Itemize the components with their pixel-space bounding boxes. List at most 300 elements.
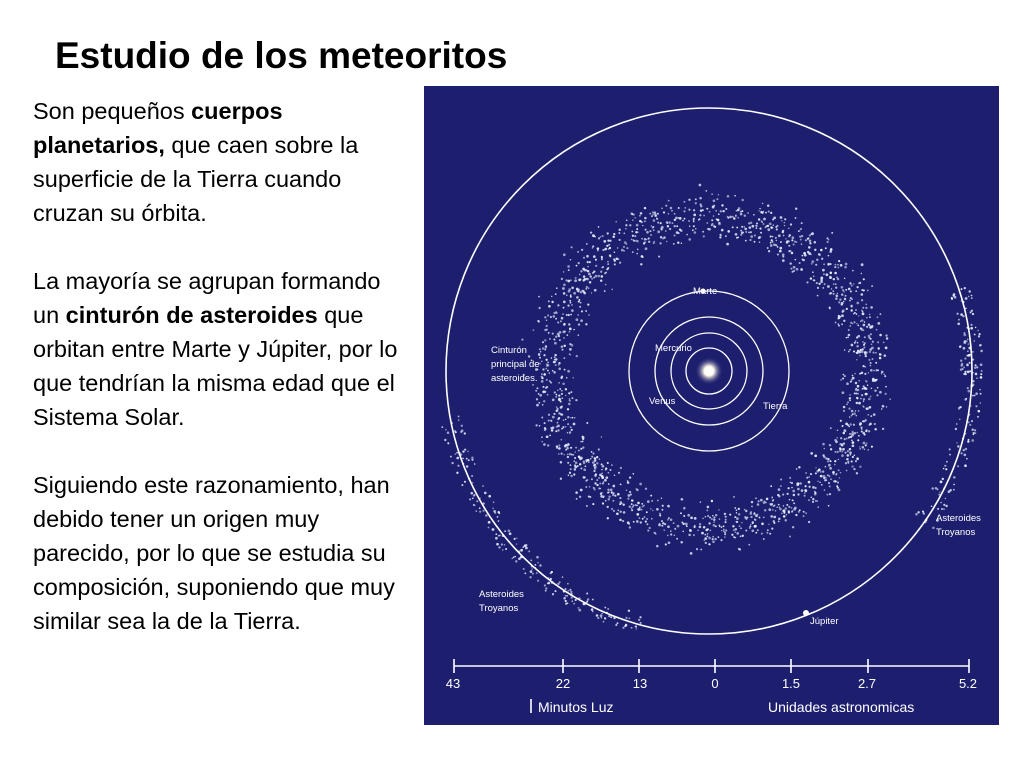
asteroid-dot bbox=[594, 482, 596, 484]
asteroid-dot bbox=[804, 492, 806, 494]
asteroid-dot bbox=[492, 508, 494, 510]
asteroid-dot bbox=[792, 271, 794, 273]
asteroid-dot bbox=[667, 505, 670, 508]
asteroid-dot bbox=[783, 505, 784, 506]
asteroid-dot bbox=[723, 525, 725, 527]
asteroid-dot bbox=[828, 475, 830, 477]
asteroid-dot bbox=[748, 222, 750, 224]
asteroid-dot bbox=[473, 504, 475, 506]
asteroid-dot bbox=[551, 429, 554, 432]
asteroid-dot bbox=[668, 541, 671, 544]
asteroid-dot bbox=[851, 434, 854, 437]
asteroid-dot bbox=[830, 478, 832, 480]
asteroid-dot bbox=[811, 260, 814, 263]
asteroid-dot bbox=[458, 419, 459, 420]
asteroid-dot bbox=[718, 509, 719, 510]
asteroid-dot bbox=[799, 509, 801, 511]
asteroid-dot bbox=[578, 299, 580, 301]
asteroid-dot bbox=[690, 552, 693, 555]
asteroid-dot bbox=[812, 498, 814, 500]
asteroid-dot bbox=[874, 423, 876, 425]
asteroid-dot bbox=[833, 293, 835, 295]
asteroid-dot bbox=[856, 345, 858, 347]
asteroid-dot bbox=[601, 613, 603, 615]
asteroid-dot bbox=[535, 424, 537, 426]
asteroid-dot bbox=[977, 330, 978, 331]
asteroid-dot bbox=[719, 518, 720, 519]
asteroid-dot bbox=[840, 472, 842, 474]
asteroid-dot bbox=[577, 334, 579, 336]
asteroid-dot bbox=[532, 573, 534, 575]
text-run: que caen sobre la superficie de la Tierra cuando cruzan su órbita. bbox=[33, 132, 359, 226]
asteroid-dot bbox=[754, 241, 756, 243]
asteroid-dot bbox=[847, 450, 849, 452]
scale-tick-5-2: 5.2 bbox=[958, 676, 978, 691]
asteroid-dot bbox=[676, 538, 678, 540]
asteroid-dot bbox=[856, 352, 858, 354]
asteroid-dot bbox=[652, 226, 654, 228]
asteroid-dot bbox=[771, 528, 773, 530]
asteroid-dot bbox=[598, 477, 600, 479]
asteroid-dot bbox=[838, 459, 839, 460]
asteroid-dot bbox=[812, 279, 814, 281]
asteroid-dot bbox=[542, 386, 544, 388]
asteroid-dot bbox=[856, 457, 859, 460]
asteroid-dot bbox=[770, 515, 773, 518]
asteroid-dot bbox=[711, 193, 713, 195]
asteroid-dot bbox=[647, 530, 649, 532]
asteroid-dot bbox=[567, 462, 569, 464]
asteroid-dot bbox=[825, 247, 827, 249]
asteroid-dot bbox=[745, 530, 747, 532]
asteroid-dot bbox=[778, 488, 781, 491]
asteroid-dot bbox=[729, 216, 732, 219]
asteroid-dot bbox=[810, 277, 812, 279]
asteroid-dot bbox=[751, 501, 753, 503]
asteroid-dot bbox=[588, 273, 591, 276]
asteroid-dot bbox=[541, 380, 544, 383]
asteroid-dot bbox=[636, 628, 637, 629]
asteroid-dot bbox=[864, 373, 866, 375]
asteroid-dot bbox=[848, 351, 850, 353]
trojan-asteroids-left bbox=[441, 415, 641, 629]
asteroid-dot bbox=[580, 291, 582, 293]
asteroid-dot bbox=[808, 481, 811, 484]
asteroid-dot bbox=[847, 401, 849, 403]
slide-title: Estudio de los meteoritos bbox=[55, 35, 508, 76]
asteroid-dot bbox=[917, 511, 919, 513]
asteroid-dot bbox=[870, 306, 873, 309]
asteroid-dot bbox=[816, 259, 818, 261]
asteroid-dot bbox=[818, 469, 821, 472]
asteroid-dot bbox=[765, 502, 767, 504]
asteroid-dot bbox=[737, 217, 738, 218]
asteroid-dot bbox=[603, 621, 605, 623]
asteroid-dot bbox=[479, 511, 481, 513]
asteroid-dot bbox=[877, 387, 879, 389]
asteroid-dot bbox=[724, 521, 726, 523]
asteroid-dot bbox=[554, 354, 556, 356]
asteroid-dot bbox=[598, 448, 600, 450]
asteroid-dot bbox=[568, 475, 569, 476]
asteroid-dot bbox=[856, 402, 858, 404]
asteroid-dot bbox=[882, 405, 885, 408]
asteroid-dot bbox=[945, 498, 946, 499]
asteroid-dot bbox=[862, 341, 864, 343]
asteroid-dot bbox=[544, 391, 546, 393]
asteroid-dot bbox=[567, 416, 569, 418]
asteroid-dot bbox=[968, 441, 970, 443]
asteroid-dot bbox=[932, 527, 935, 530]
jupiter-planet bbox=[803, 610, 809, 616]
asteroid-dot bbox=[571, 304, 573, 306]
asteroid-dot bbox=[599, 483, 601, 485]
asteroid-dot bbox=[552, 370, 554, 372]
asteroid-dot bbox=[856, 286, 858, 288]
asteroid-dot bbox=[782, 255, 783, 256]
asteroid-dot bbox=[741, 226, 743, 228]
asteroid-dot bbox=[777, 246, 779, 248]
asteroid-dot bbox=[855, 415, 857, 417]
asteroid-dot bbox=[805, 490, 807, 492]
asteroid-dot bbox=[886, 406, 887, 407]
asteroid-dot bbox=[828, 505, 830, 507]
asteroid-dot bbox=[552, 333, 554, 335]
asteroid-dot bbox=[787, 493, 789, 495]
asteroid-dot bbox=[736, 509, 737, 510]
asteroid-dot bbox=[539, 307, 541, 309]
asteroid-dot bbox=[607, 517, 609, 519]
asteroid-dot bbox=[589, 486, 591, 488]
asteroid-dot bbox=[923, 512, 925, 514]
asteroid-dot bbox=[674, 235, 676, 237]
asteroid-dot bbox=[968, 439, 970, 441]
asteroid-dot bbox=[873, 413, 876, 416]
asteroid-dot bbox=[539, 425, 541, 427]
asteroid-dot bbox=[720, 539, 722, 541]
asteroid-dot bbox=[591, 478, 593, 480]
asteroid-dot bbox=[942, 478, 944, 480]
asteroid-dot bbox=[859, 466, 861, 468]
asteroid-dot bbox=[747, 212, 749, 214]
asteroid-dot bbox=[629, 476, 631, 478]
asteroid-dot bbox=[975, 373, 978, 376]
asteroid-dot bbox=[603, 240, 606, 243]
asteroid-dot bbox=[608, 483, 610, 485]
asteroid-dot bbox=[821, 258, 823, 260]
asteroid-dot bbox=[536, 572, 538, 574]
asteroid-dot bbox=[707, 515, 709, 517]
asteroid-dot bbox=[566, 334, 568, 336]
asteroid-dot bbox=[592, 245, 594, 247]
asteroid-dot bbox=[594, 464, 597, 467]
asteroid-dot bbox=[843, 374, 845, 376]
asteroid-dot bbox=[801, 235, 803, 237]
asteroid-dot bbox=[704, 537, 707, 540]
asteroid-dot bbox=[881, 408, 882, 409]
asteroid-dot bbox=[551, 301, 553, 303]
asteroid-dot bbox=[577, 290, 579, 292]
asteroid-dot bbox=[659, 514, 661, 516]
asteroid-dot bbox=[667, 225, 669, 227]
asteroid-dot bbox=[706, 510, 708, 512]
asteroid-dot bbox=[852, 270, 854, 272]
asteroid-dot bbox=[571, 429, 573, 431]
asteroid-dot bbox=[468, 459, 470, 461]
asteroid-dot bbox=[563, 337, 565, 339]
asteroid-dot bbox=[805, 485, 807, 487]
asteroid-dot bbox=[884, 374, 885, 375]
asteroid-dot bbox=[567, 590, 569, 592]
asteroid-dot bbox=[600, 495, 603, 498]
asteroid-dot bbox=[640, 212, 643, 215]
asteroid-dot bbox=[712, 515, 714, 517]
asteroid-dot bbox=[513, 557, 515, 559]
asteroid-dot bbox=[576, 498, 578, 500]
asteroid-dot bbox=[703, 215, 705, 217]
asteroid-dot bbox=[660, 236, 662, 238]
asteroid-dot bbox=[627, 521, 630, 524]
asteroid-dot bbox=[601, 617, 602, 618]
asteroid-dot bbox=[613, 510, 615, 512]
asteroid-dot bbox=[943, 504, 945, 506]
asteroid-dot bbox=[763, 516, 765, 518]
asteroid-dot bbox=[601, 256, 603, 258]
asteroid-dot bbox=[580, 270, 582, 272]
asteroid-dot bbox=[596, 614, 599, 617]
asteroid-dot bbox=[650, 234, 652, 236]
asteroid-dot bbox=[594, 466, 596, 468]
asteroid-dot bbox=[668, 221, 670, 223]
asteroid-dot bbox=[760, 499, 763, 502]
asteroid-dot bbox=[974, 395, 976, 397]
asteroid-dot bbox=[690, 516, 693, 519]
asteroid-dot bbox=[567, 583, 569, 585]
asteroid-dot bbox=[601, 275, 604, 278]
asteroid-dot bbox=[970, 327, 973, 330]
asteroid-dot bbox=[814, 491, 816, 493]
asteroid-dot bbox=[793, 494, 795, 496]
asteroid-dot bbox=[557, 425, 560, 428]
asteroid-dot bbox=[558, 362, 560, 364]
asteroid-dot bbox=[859, 355, 860, 356]
asteroid-dot bbox=[633, 214, 635, 216]
asteroid-dot bbox=[593, 277, 595, 279]
asteroid-dot bbox=[585, 310, 587, 312]
asteroid-dot bbox=[592, 461, 595, 464]
asteroid-dot bbox=[843, 301, 844, 302]
asteroid-dot bbox=[830, 272, 833, 275]
asteroid-dot bbox=[764, 509, 767, 512]
asteroid-dot bbox=[571, 287, 574, 290]
asteroid-dot bbox=[734, 195, 736, 197]
asteroid-dot bbox=[640, 263, 642, 265]
asteroid-dot bbox=[828, 464, 831, 467]
asteroid-dot bbox=[811, 254, 812, 255]
asteroid-dot bbox=[741, 231, 744, 234]
asteroid-dot bbox=[843, 291, 845, 293]
asteroid-dot bbox=[745, 231, 747, 233]
asteroid-dot bbox=[958, 319, 960, 321]
asteroid-dot bbox=[853, 350, 855, 352]
asteroid-dot bbox=[963, 454, 966, 457]
asteroid-dot bbox=[639, 616, 641, 618]
asteroid-dot bbox=[688, 209, 690, 211]
asteroid-dot bbox=[767, 225, 769, 227]
asteroid-dot bbox=[537, 562, 538, 563]
asteroid-dot bbox=[963, 373, 965, 375]
asteroid-dot bbox=[755, 225, 757, 227]
asteroid-dot bbox=[778, 234, 781, 237]
asteroid-dot bbox=[871, 388, 873, 390]
asteroid-dot bbox=[583, 292, 586, 295]
asteroid-dot bbox=[592, 452, 594, 454]
asteroid-dot bbox=[606, 506, 608, 508]
asteroid-dot bbox=[849, 397, 851, 399]
asteroid-dot bbox=[684, 218, 686, 220]
asteroid-dot bbox=[882, 428, 884, 430]
asteroid-dot bbox=[954, 296, 957, 299]
asteroid-dot bbox=[744, 215, 746, 217]
asteroid-dot bbox=[940, 481, 943, 484]
asteroid-dot bbox=[645, 247, 648, 250]
asteroid-dot bbox=[846, 337, 848, 339]
asteroid-dot bbox=[553, 312, 555, 314]
asteroid-dot bbox=[544, 422, 546, 424]
asteroid-dot bbox=[644, 241, 646, 243]
asteroid-dot bbox=[718, 222, 720, 224]
asteroid-dot bbox=[870, 415, 872, 417]
asteroid-dot bbox=[441, 426, 443, 428]
asteroid-dot bbox=[827, 474, 829, 476]
asteroid-dot bbox=[602, 235, 604, 237]
asteroid-dot bbox=[548, 414, 550, 416]
asteroid-dot bbox=[590, 231, 592, 233]
asteroid-dot bbox=[563, 597, 566, 600]
asteroid-dot bbox=[743, 226, 744, 227]
asteroid-dot bbox=[707, 536, 709, 538]
asteroid-dot bbox=[545, 387, 547, 389]
asteroid-dot bbox=[793, 243, 795, 245]
asteroid-dot bbox=[879, 353, 882, 356]
asteroid-dot bbox=[696, 548, 698, 550]
asteroid-dot bbox=[605, 500, 607, 502]
asteroid-dot bbox=[862, 446, 865, 449]
asteroid-dot bbox=[597, 247, 600, 250]
asteroid-dot bbox=[626, 219, 628, 221]
asteroid-dot bbox=[462, 458, 464, 460]
asteroid-dot bbox=[661, 509, 663, 511]
asteroid-dot bbox=[541, 417, 543, 419]
asteroid-dot bbox=[861, 273, 862, 274]
asteroid-dot bbox=[649, 230, 651, 232]
asteroid-dot bbox=[770, 212, 772, 214]
text-run: Son pequeños bbox=[33, 98, 192, 124]
asteroid-dot bbox=[552, 593, 554, 595]
asteroid-dot bbox=[974, 334, 976, 336]
asteroid-dot bbox=[555, 358, 558, 361]
asteroid-dot bbox=[878, 347, 880, 349]
asteroid-dot bbox=[884, 354, 887, 357]
asteroid-dot bbox=[561, 393, 563, 395]
asteroid-dot bbox=[850, 297, 852, 299]
asteroid-dot bbox=[567, 265, 570, 268]
asteroid-dot bbox=[620, 467, 622, 469]
asteroid-dot bbox=[889, 398, 891, 400]
asteroid-dot bbox=[835, 297, 838, 300]
asteroid-dot bbox=[852, 444, 855, 447]
asteroid-dot bbox=[740, 230, 742, 232]
asteroid-dot bbox=[839, 298, 841, 300]
asteroid-dot bbox=[636, 513, 639, 516]
asteroid-dot bbox=[860, 398, 862, 400]
asteroid-dot bbox=[827, 241, 829, 243]
asteroid-dot bbox=[972, 429, 974, 431]
asteroid-dot bbox=[711, 518, 713, 520]
asteroid-dot bbox=[598, 226, 600, 228]
asteroid-dot bbox=[576, 296, 579, 299]
asteroid-dot bbox=[555, 410, 557, 412]
scale-label-au: Unidades astronomicas bbox=[768, 699, 915, 715]
asteroid-dot bbox=[645, 521, 647, 523]
asteroid-dot bbox=[682, 220, 684, 222]
asteroid-dot bbox=[544, 348, 546, 350]
asteroid-dot bbox=[551, 296, 553, 298]
asteroid-dot bbox=[779, 507, 781, 509]
asteroid-dot bbox=[595, 275, 598, 278]
asteroid-dot bbox=[861, 394, 863, 396]
asteroid-dot bbox=[568, 269, 570, 271]
asteroid-dot bbox=[636, 253, 638, 255]
asteroid-dot bbox=[955, 428, 957, 430]
asteroid-dot bbox=[856, 397, 858, 399]
asteroid-dot bbox=[823, 475, 826, 478]
asteroid-dot bbox=[756, 222, 758, 224]
asteroid-dot bbox=[946, 461, 948, 463]
asteroid-dot bbox=[789, 262, 791, 264]
asteroid-dot bbox=[733, 529, 735, 531]
asteroid-dot bbox=[632, 251, 634, 253]
asteroid-dot bbox=[815, 500, 817, 502]
asteroid-dot bbox=[665, 205, 667, 207]
asteroid-dot bbox=[635, 504, 637, 506]
asteroid-dot bbox=[883, 342, 885, 344]
asteroid-dot bbox=[482, 510, 484, 512]
asteroid-dot bbox=[858, 402, 861, 405]
asteroid-dot bbox=[820, 277, 823, 280]
asteroid-dot bbox=[695, 202, 697, 204]
asteroid-dot bbox=[849, 400, 851, 402]
asteroid-dot bbox=[979, 344, 982, 347]
asteroid-dot bbox=[832, 290, 834, 292]
asteroid-dot bbox=[559, 388, 561, 390]
asteroid-dot bbox=[555, 336, 557, 338]
asteroid-dot bbox=[870, 369, 873, 372]
asteroid-dot bbox=[775, 244, 777, 246]
asteroid-dot bbox=[810, 473, 812, 475]
asteroid-dot bbox=[560, 461, 563, 464]
asteroid-dot bbox=[822, 287, 824, 289]
asteroid-dot bbox=[676, 225, 678, 227]
asteroid-dot bbox=[599, 488, 601, 490]
asteroid-dot bbox=[578, 456, 581, 459]
asteroid-dot bbox=[642, 225, 643, 226]
asteroid-dot bbox=[563, 345, 565, 347]
asteroid-dot bbox=[776, 240, 777, 241]
asteroid-dot bbox=[694, 231, 697, 234]
asteroid-dot bbox=[536, 556, 539, 559]
asteroid-dot bbox=[881, 371, 884, 374]
